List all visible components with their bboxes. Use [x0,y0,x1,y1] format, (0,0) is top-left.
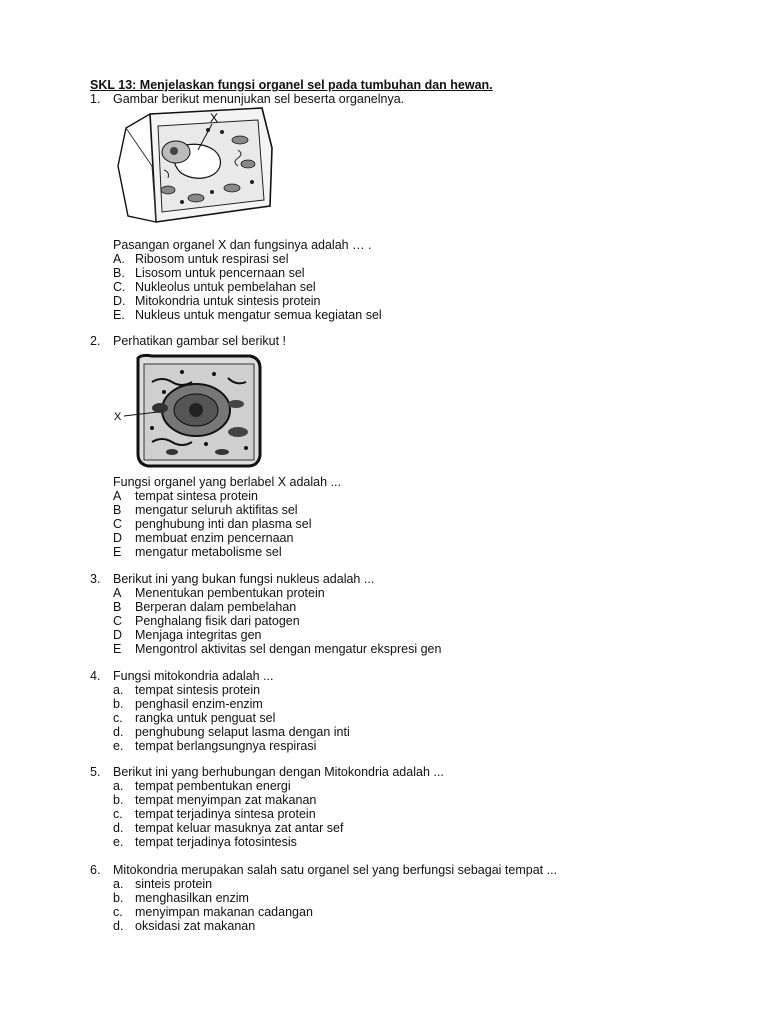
option-d[interactable] [113,531,341,545]
option-e[interactable] [113,739,350,753]
option-letter: a. [113,683,124,697]
option-letter: E [113,642,122,656]
option-letter: b. [113,697,124,711]
plant-cell-figure [112,106,282,236]
option-letter: C [113,614,123,628]
option-letter: d. [113,919,124,933]
page-title: SKL 13: Menjelaskan fungsi organel sel pada tumbuhan dan hewan. [90,78,493,92]
option-letter: D [113,628,123,642]
animal-cell-figure [112,352,272,470]
question-1-body [90,238,382,322]
option-c[interactable] [113,517,341,531]
option-text: tempat terjadinya sintesa protein [135,807,316,821]
option-text: rangka untuk penguat sel [135,711,276,725]
question-text: Gambar berikut menunjukan sel beserta organelnya. [113,92,405,106]
question-text: Berikut ini yang bukan fungsi nukleus adalah ... [113,572,375,586]
option-letter: b. [113,793,124,807]
option-b[interactable] [113,697,350,711]
option-text: Penghalang fisik dari patogen [135,614,300,628]
option-list [113,489,341,559]
option-d[interactable] [113,919,557,933]
figure-label-x: X [210,111,219,125]
question-2-header [90,334,286,348]
option-e[interactable] [113,835,444,849]
option-text: tempat keluar masuknya zat antar sef [135,821,344,835]
option-a[interactable] [113,489,341,503]
option-letter: c. [113,807,123,821]
option-a[interactable] [113,252,382,266]
option-text: Menentukan pembentukan protein [135,586,325,600]
option-list [113,586,441,656]
option-c[interactable] [113,711,350,725]
question-1-header [90,92,404,106]
option-letter: B [113,503,122,517]
option-text: penghasil enzim-enzim [135,697,263,711]
question-text: Perhatikan gambar sel berikut ! [113,334,287,348]
option-letter: e. [113,739,124,753]
question-number: 2. [90,334,101,348]
option-text: mengatur metabolisme sel [135,545,282,559]
option-letter: E. [113,308,125,322]
option-letter: A [113,489,122,503]
option-letter: B [113,600,122,614]
option-letter: a. [113,877,124,891]
option-letter: A [113,586,122,600]
option-b[interactable] [113,793,444,807]
option-text: penghubung inti dan plasma sel [135,517,312,531]
option-letter: D. [113,294,126,308]
option-c[interactable] [113,280,382,294]
option-text: membuat enzim pencernaan [135,531,294,545]
option-e[interactable] [113,545,341,559]
option-text: Berperan dalam pembelahan [135,600,297,614]
option-a[interactable] [113,877,557,891]
option-b[interactable] [113,266,382,280]
option-list [113,779,444,849]
question-2-body [90,475,341,559]
option-text: penghubung selaput lasma dengan inti [135,725,350,739]
option-text: Menjaga integritas gen [135,628,262,642]
question-5 [90,765,444,849]
option-text: tempat terjadinya fotosintesis [135,835,297,849]
option-text: Lisosom untuk pencernaan sel [135,266,305,280]
option-letter: C [113,517,123,531]
option-letter: d. [113,821,124,835]
question-5-header [90,765,444,779]
option-letter: c. [113,905,123,919]
option-text: Mitokondria untuk sintesis protein [135,294,321,308]
question-number: 5. [90,765,101,779]
option-list [113,252,382,322]
question-text: Mitokondria merupakan salah satu organel sel yang berfungsi sebagai tempat ... [113,863,558,877]
option-b[interactable] [113,600,441,614]
question-1 [90,92,404,106]
option-e[interactable] [113,642,441,656]
option-d[interactable] [113,821,444,835]
figure-label-x: X [114,411,122,423]
question-number: 1. [90,92,101,106]
option-list [113,683,350,753]
option-a[interactable] [113,586,441,600]
option-letter: d. [113,725,124,739]
option-letter: a. [113,779,124,793]
question-number: 6. [90,863,101,877]
option-letter: D [113,531,123,545]
question-2 [90,334,286,348]
option-letter: c. [113,711,123,725]
option-text: tempat sintesa protein [135,489,258,503]
option-text: Mengontrol aktivitas sel dengan mengatur ekspresi gen [135,642,442,656]
question-prompt: Fungsi organel yang berlabel X adalah ... [113,475,341,489]
option-text: tempat berlangsungnya respirasi [135,739,317,753]
option-e[interactable] [113,308,382,322]
question-6-header [90,863,557,877]
option-letter: C. [113,280,126,294]
option-letter: B. [113,266,125,280]
question-number: 3. [90,572,101,586]
option-text: menghasilkan enzim [135,891,249,905]
option-letter: E [113,545,122,559]
option-text: Ribosom untuk respirasi sel [135,252,289,266]
option-b[interactable] [113,503,341,517]
option-list [113,877,557,933]
option-a[interactable] [113,683,350,697]
option-c[interactable] [113,905,557,919]
option-text: mengatur seluruh aktifitas sel [135,503,298,517]
option-text: Nukleolus untuk pembelahan sel [135,280,316,294]
option-letter: A. [113,252,125,266]
option-c[interactable] [113,614,441,628]
option-d[interactable] [113,725,350,739]
question-6 [90,863,557,933]
question-text: Berikut ini yang berhubungan dengan Mitokondria adalah ... [113,765,444,779]
option-d[interactable] [113,294,382,308]
question-text: Fungsi mitokondria adalah ... [113,669,274,683]
question-4-header [90,669,350,683]
question-4 [90,669,350,753]
option-text: sinteis protein [135,877,213,891]
question-3-header [90,572,441,586]
option-a[interactable] [113,779,444,793]
option-text: tempat sintesis protein [135,683,261,697]
option-text: tempat pembentukan energi [135,779,291,793]
option-c[interactable] [113,807,444,821]
option-letter: b. [113,891,124,905]
option-letter: e. [113,835,124,849]
option-b[interactable] [113,891,557,905]
option-text: oksidasi zat makanan [135,919,256,933]
question-prompt: Pasangan organel X dan fungsinya adalah … . [113,238,372,252]
option-d[interactable] [113,628,441,642]
option-text: tempat menyimpan zat makanan [135,793,317,807]
question-3 [90,572,441,656]
option-text: Nukleus untuk mengatur semua kegiatan sel [135,308,382,322]
question-number: 4. [90,669,101,683]
option-text: menyimpan makanan cadangan [135,905,313,919]
